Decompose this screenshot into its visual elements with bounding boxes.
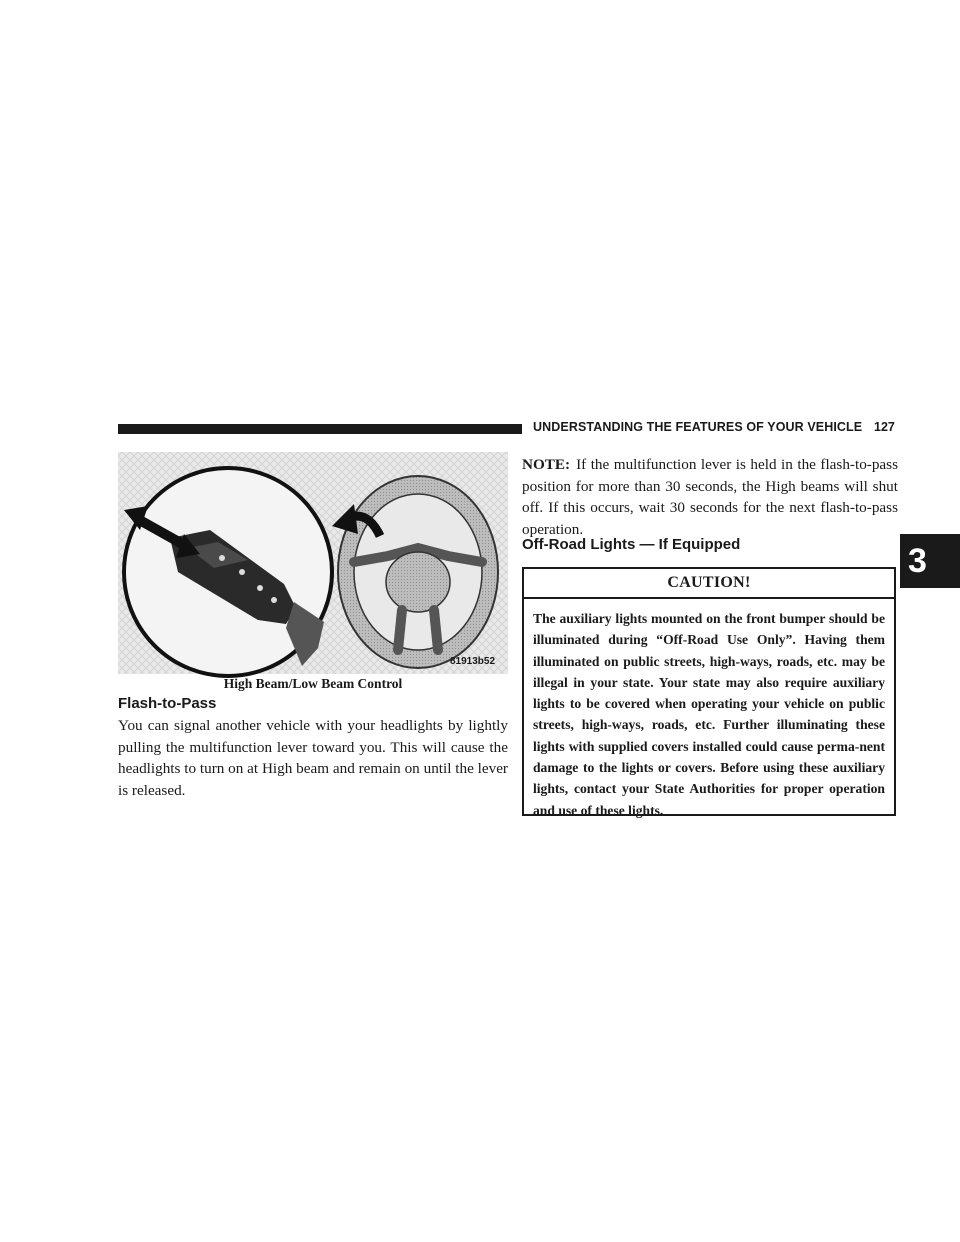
figure-code: 81913b52 <box>450 656 496 667</box>
page-number: 127 <box>874 420 895 434</box>
caution-text: The auxiliary lights mounted on the front bumper should be illuminated during “Off-Road Use Only”. Having them illuminated on public streets, high-ways, roads, etc. may be illegal in your state. Your state may also require auxiliary lights to be covered when operating your vehicle on public streets, high-ways, roads, etc. Further illuminating these lights with supplied covers installed could cause perma-nent damage to the lights or covers. Before using these auxiliary lights, contact your State Authorities for proper operation and use of these lights. <box>533 611 885 818</box>
lever-closeup-icon <box>124 468 332 676</box>
flash-to-pass-paragraph: You can signal another vehicle with your headlights by lightly pulling the multifunction lever toward you. This will cause the headlights to turn on at High beam and remain on until the lever is released. <box>118 717 508 799</box>
note-label: NOTE: <box>522 456 571 473</box>
caution-header <box>524 569 894 599</box>
note-text: If the multifunction lever is held in the flash-to-pass position for more than 30 seconds, the High beams will shut off. If this occurs, wait 30 seconds for the next flash-to-pass operation. <box>522 456 898 538</box>
note-paragraph <box>522 454 898 540</box>
figure-caption: High Beam/Low Beam Control <box>223 676 403 691</box>
steering-wheel-icon <box>338 476 498 668</box>
chapter-tab[interactable]: 3 <box>900 534 960 588</box>
caution-title: CAUTION! <box>667 574 751 591</box>
header-rule <box>118 424 522 434</box>
caution-box <box>522 567 896 816</box>
running-header-title: UNDERSTANDING THE FEATURES OF YOUR VEHICLE <box>533 420 863 434</box>
flash-to-pass-heading: Flash-to-Pass <box>118 695 217 712</box>
off-road-lights-heading: Off-Road Lights — If Equipped <box>522 536 741 553</box>
